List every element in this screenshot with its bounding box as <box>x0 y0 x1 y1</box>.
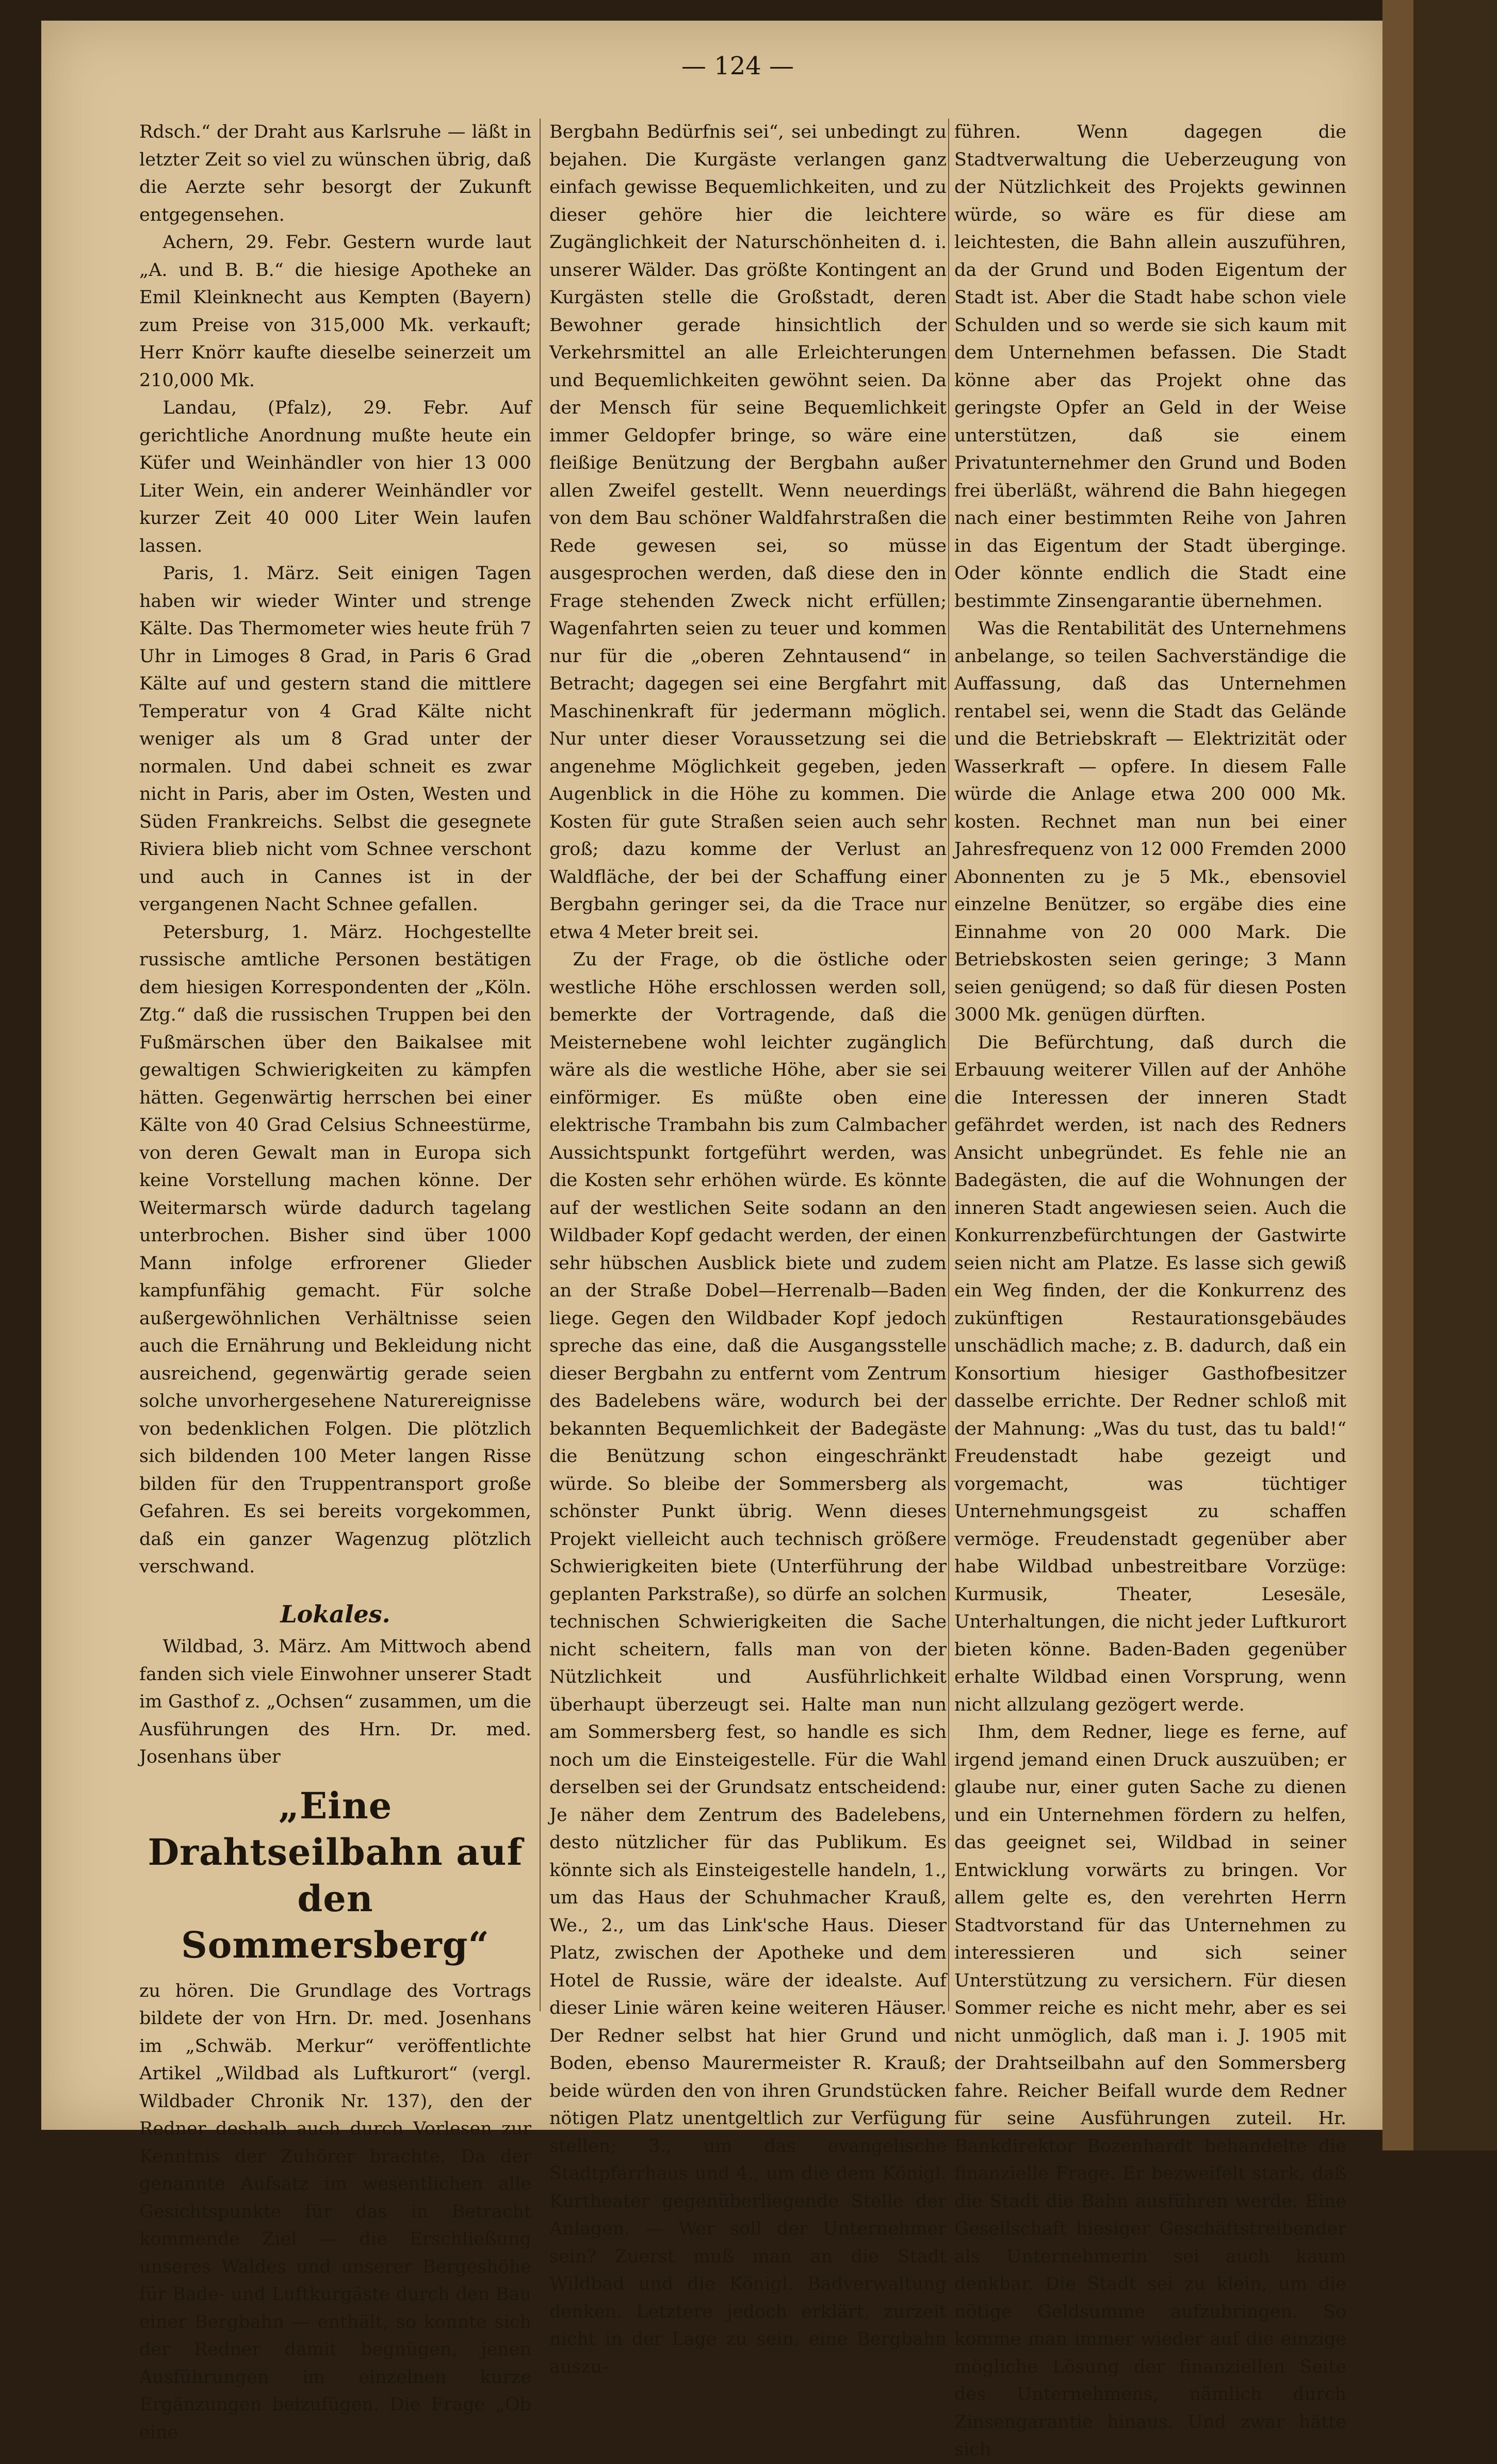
article-title: „Eine Drahtseilbahn auf den Sommersberg“ <box>148 1784 523 1966</box>
news-petersburg: Petersburg, 1. März. Hochgestellte russische amtliche Personen bestätigen dem hiesigen Korrespondenten der „Köln. Ztg.“ daß die russischen Truppen bei den Fußmärschen über den Baikalsee mit gewaltigen Schwierigkeiten zu kämpfen hätten. Gegenwärtig herrschen bei einer Kälte von 40 Grad Celsius Schneestürme, von deren Gewalt man in Europa sich keine Vorstellung machen könne. Der Weitermarsch würde dadurch tagelang unterbrochen. Bisher sind über 1000 Mann infolge erfrorener Glieder kampfunfähig gemacht. Für solche außergewöhnlichen Verhältnisse seien auch die Ernährung und Bekleidung nicht ausreichend, gegenwärtig gerade seien solche unvorhergesehene Naturereignisse von bedenklichen Folgen. Die plötzlich sich bildenden 100 Meter langen Risse bilden für den Truppentransport große Gefahren. Es sei bereits vorgekommen, daß ein ganzer Wagenzug plötzlich verschwand. <box>139 922 531 1577</box>
article-body-cont: führen. Wenn dagegen die Stadtverwaltung die Ueberzeugung von der Nützlichkeit des Projekts gewinnen würde, so wäre es für diese am leichtesten, die Bahn allein auszuführen, da der Grund und Boden Eigentum der Stadt ist. Aber die Stadt habe schon viele Schulden und so werde sie sich kaum mit dem Unternehmen befassen. Die Stadt könne aber das Projekt ohne das geringste Opfer an Geld in der Weise unterstützen, daß sie einem Privatunternehmer den Grund und Boden frei überläßt, während die Bahn hiegegen nach einer bestimmten Reihe von Jahren in das Eigentum der Stadt überginge. Oder könnte endlich die Stadt eine bestimmte Zinsengarantie übernehmen. <box>954 122 1346 612</box>
article-paragraph: Die Befürchtung, daß durch die Erbauung weiterer Villen auf der Anhöhe die Interessen der inneren Stadt gefährdet werden, ist nach des Redners Ansicht unbegründet. Es fehle nie an Badegästen, die auf die Wohnungen der inneren Stadt angewiesen seien. Auch die Konkurrenzbefürchtungen der Gastwirte seien nicht am Platze. Es lasse sich gewiß ein Weg finden, der die Konkurrenz des zukünftigen Restaurationsgebäudes unschädlich mache; z. B. dadurch, daß ein Konsortium hiesiger Gasthofbesitzer dasselbe errichte. Der Redner schloß mit der Mahnung: „Was du tust, das tu bald!“ Freudenstadt habe gezeigt und vorgemacht, was tüchtiger Unternehmungsgeist zu schaffen vermöge. Freudenstadt gegenüber aber habe Wildbad unbestreitbare Vorzüge: Kurmusik, Theater, Lesesäle, Unterhaltungen, die nicht jeder Luftkurort bieten könne. Baden-Baden gegenüber erhalte Wildbad einen Vorsprung, wenn nicht allzulang gezögert werde. <box>954 1032 1346 1715</box>
binding-strip <box>1382 0 1413 2150</box>
column-rule-2 <box>948 119 949 2011</box>
column-1 <box>139 119 531 2443</box>
book-binding-edge <box>1382 0 1497 2150</box>
article-paragraph: Ihm, dem Redner, liege es ferne, auf irgend jemand einen Druck auszuüben; er glaube nur, einer guten Sache zu dienen und ein Unternehmen fördern zu helfen, das geeignet sei, Wildbad in seiner Entwicklung vorwärts zu bringen. Vor allem gelte es, den verehrten Herrn Stadtvorstand für das Unternehmen zu interessieren und sich seiner Unterstützung zu versichern. Für diesen Sommer reiche es nicht mehr, aber es sei nicht unmöglich, daß man i. J. 1905 mit der Drahtseilbahn auf den Sommersberg fahre. Reicher Beifall wurde dem Redner für seine Ausführungen zuteil. Hr. Bankdirektor Bozenhardt behandelte die finanzielle Frage. Er bezweifelt stark, daß die Stadt die Bahn ausführen werde. Eine Gesellschaft hiesiger Geschäftstreibender als Unternehmerin sei auch kaum denkbar. Die Stadt sei zu klein, um die nötige Geldsumme aufzubringen. So komme man immer wieder auf die einzige mögliche Lösung der finanziellen Seite des Unternehmens, nämlich durch Zinsengarantie hinaus. Und zwar hätte sich <box>954 1722 1346 2460</box>
column-3 <box>954 119 1346 2460</box>
news-achern: Achern, 29. Febr. Gestern wurde laut „A. und B. B.“ die hiesige Apotheke an Emil Kleinknecht aus Kempten (Bayern) zum Preise von 315,000 Mk. verkauft; Herr Knörr kaufte dieselbe seinerzeit um 210,000 Mk. <box>139 232 531 391</box>
article-paragraph: Was die Rentabilität des Unternehmens anbelange, so teilen Sachverständige die Auffassung, daß das Unternehmen rentabel sei, wenn die Stadt das Gelände und die Betriebskraft — Elektrizität oder Wasserkraft — opfere. In diesem Falle würde die Anlage etwa 200 000 Mk. kosten. Rechnet man nun bei einer Jahresfrequenz von 12 000 Fremden 2000 Abonnenten zu je 5 Mk., ebensoviel einzelne Benützer, so ergäbe dies eine Einnahme von 20 000 Mark. Die Betriebskosten seien geringe; 3 Mann seien genügend; so daß für diesen Posten 3000 Mk. genügen dürften. <box>954 618 1346 1025</box>
column-rule-1 <box>540 119 541 2011</box>
news-wildbad: Wildbad, 3. März. Am Mittwoch abend fanden sich viele Einwohner unserer Stadt im Gasthof z. „Ochsen“ zusammen, um die Ausführungen des Hrn. Dr. med. Josenhans über <box>139 1636 531 1767</box>
page-number: — 124 — <box>681 52 794 80</box>
article-paragraph: Zu der Frage, ob die östliche oder westliche Höhe erschlossen werden soll, bemerkte der Vortragende, daß die Meisternebene wohl leichter zugänglich wäre als die westliche Höhe, aber sie sei einförmiger. Es müßte oben eine elektrische Trambahn bis zum Calmbacher Aussichtspunkt fortgeführt werden, was die Kosten sehr erhöhen würde. Es könnte auf der westlichen Seite sodann an den Wildbader Kopf gedacht werden, der einen sehr hübschen Ausblick biete und zudem an der Straße Dobel—Herrenalb—Baden liege. Gegen den Wildbader Kopf jedoch spreche das eine, daß die Ausgangsstelle dieser Bergbahn zu entfernt vom Zentrum des Badelebens wäre, wodurch bei der bekannten Bequemlichkeit der Badegäste die Benützung schon eingeschränkt würde. So bleibe der Sommersberg als schönster Punkt übrig. Wenn dieses Projekt vielleicht auch technisch größere Schwierigkeiten biete (Unterführung der geplanten Parkstraße), so dürfe an solchen technischen Schwierigkeiten die Sache nicht scheitern, falls man von der Nützlichkeit und Ausführlichkeit überhaupt überzeugt sei. Halte man nun am Sommersberg fest, so handle es sich noch um die Einsteigestelle. Für die Wahl derselben sei der Grundsatz entscheidend: Je näher dem Zentrum des Badelebens, desto nützlicher für das Publikum. Es könnte sich als Einsteigestelle handeln, 1., um das Haus der Schuhmacher Krauß, We., 2., um das Link'sche Haus. Dieser Platz, zwischen der Apotheke und dem Hotel de Russie, wäre der idealste. Auf dieser Linie wären keine weiteren Häuser. Der Redner selbst hat hier Grund und Boden, ebenso Maurermeister R. Krauß; beide würden den von ihren Grundstücken nötigen Platz unentgeltlich zur Verfügung stellen; 3., um das evangelische Stadtpfarrhaus und 4., um die dem Königl. Kurtheater gegenüberliegende Stelle der Anlagen. — Wer soll der Unternehmer sein? Zuerst muß man an die Stadt Wildbad und die Königl. Badverwaltung denken. Letztere jedoch erklärt, zurzeit nicht in der Lage zu sein, eine Bergbahn auszu- <box>549 949 947 2377</box>
column-2 <box>549 119 947 2377</box>
article-body: zu hören. Die Grundlage des Vortrags bildete der von Hrn. Dr. med. Josenhans im „Schwäb. Merkur“ veröffentlichte Artikel „Wildbad als Luftkurort“ (vergl. Wildbader Chronik Nr. 137), den der Redner deshalb auch durch Vorlesen zur Kenntnis der Zuhörer brachte. Da der genannte Aufsatz im wesentlichen alle Gesichtspunkte für das in Betracht kommende Ziel — die Erschließung unseres Waldes und unserer Bergeshöhe für Bade- und Luftkurgäste durch den Bau einer Bergbahn — enthält, so konnte sich der Redner damit begnügen, jenen Ausführungen im einzelnen kurze Ergänzungen beizufügen. Die Frage „Ob eine <box>139 1980 531 2443</box>
news-paris: Paris, 1. März. Seit einigen Tagen haben wir wieder Winter und strenge Kälte. Das Thermometer wies heute früh 7 Uhr in Limoges 8 Grad, in Paris 6 Grad Kälte auf und gestern stand die mittlere Temperatur von 4 Grad Kälte nicht weniger als um 8 Grad unter der normalen. Und dabei schneit es zwar nicht in Paris, aber im Osten, Westen und Süden Frankreichs. Selbst die gesegnete Riviera blieb nicht vom Schnee verschont und auch in Cannes ist in der vergangenen Nacht Schnee gefallen. <box>139 563 531 915</box>
article-body-cont: Bergbahn Bedürfnis sei“, sei unbedingt zu bejahen. Die Kurgäste verlangen ganz einfach gewisse Bequemlichkeiten, und zu dieser gehöre hier die leichtere Zugänglichkeit der Naturschönheiten d. i. unserer Wälder. Das größte Kontingent an Kurgästen stelle die Großstadt, deren Bewohner gerade hinsichtlich der Verkehrsmittel an alle Erleichterungen und Bequemlichkeiten gewöhnt seien. Da der Mensch für seine Bequemlichkeit immer Geldopfer bringe, so wäre eine fleißige Benützung der Bergbahn außer allen Zweifel gestellt. Wenn neuerdings von dem Bau schöner Waldfahrstraßen die Rede gewesen sei, so müsse ausgesprochen werden, daß diese den in Frage stehenden Zweck nicht erfüllen; Wagenfahrten seien zu teuer und kommen nur für die „oberen Zehntausend“ in Betracht; dagegen sei eine Bergfahrt mit Maschinenkraft für jedermann möglich. Nur unter dieser Voraussetzung sei die angenehme Möglichkeit gegeben, jeden Augenblick in die Höhe zu kommen. Die Kosten für gute Straßen seien auch sehr groß; dazu komme der Verlust an Waldfläche, der bei der Schaffung einer Bergbahn geringer sei, da die Trace nur etwa 4 Meter breit sei. <box>549 122 947 943</box>
section-heading-lokales: Lokales. <box>280 1600 390 1628</box>
news-landau: Landau, (Pfalz), 29. Febr. Auf gerichtliche Anordnung mußte heute ein Küfer und Weinhändler von hier 13 000 Liter Wein, ein anderer Weinhändler vor kurzer Zeit 40 000 Liter Wein laufen lassen. <box>139 398 531 556</box>
article-continuation: Rdsch.“ der Draht aus Karlsruhe — läßt in letzter Zeit so viel zu wünschen übrig, daß die Aerzte sehr besorgt der Zukunft entgegensehen. <box>139 122 531 225</box>
